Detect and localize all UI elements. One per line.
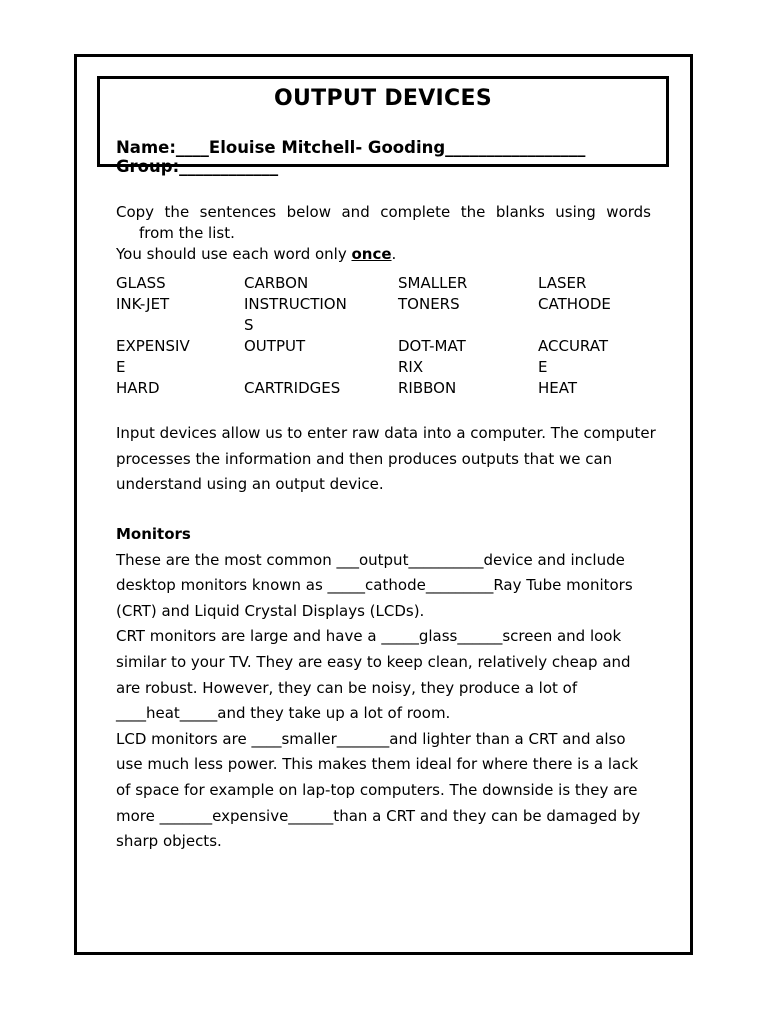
word: INSTRUCTIONS (244, 295, 347, 334)
word: CARTRIDGES (244, 379, 341, 397)
word: DOT-MATRIX (398, 337, 466, 376)
section-heading: Monitors (116, 525, 191, 543)
word-cell (398, 273, 538, 294)
word-list-row (116, 294, 651, 336)
instructions-line-3 (116, 244, 651, 265)
word: CARBON (244, 274, 309, 292)
instructions-line-1: Copy the sentences below and complete the blanks using words (116, 203, 651, 221)
word: INK-JET (116, 295, 170, 313)
name-field: Name:____Elouise Mitchell- Gooding_________________ (116, 138, 586, 157)
word: EXPENSIVE (116, 337, 190, 376)
word: CATHODE (538, 295, 611, 313)
word-cell (244, 378, 398, 399)
instructions-line-3-prefix: You should use each word only (116, 245, 352, 263)
word-list-row (116, 378, 651, 399)
word: ACCURATE (538, 337, 608, 376)
word-cell (398, 336, 538, 378)
word-cell (116, 336, 244, 378)
emphasis-once: once (351, 245, 392, 263)
word-list-row (116, 273, 651, 294)
word-cell (398, 294, 538, 336)
word-list-table (116, 273, 651, 399)
intro-paragraph: Input devices allow us to enter raw data into a computer. The computer processes the information and then produces outputs that we can understand using an output device. (116, 424, 656, 494)
word-cell (244, 273, 398, 294)
word-cell (538, 273, 651, 294)
group-field: Group:____________ (116, 157, 279, 176)
instructions-line-3-suffix: . (391, 245, 397, 263)
instructions-line-2: from the list. (139, 224, 235, 242)
instructions (116, 202, 651, 265)
monitors-paragraph-1: These are the most common ___output__________device and include desktop monitors known as _____cathode_________Ray Tube monitors (CRT) and Liquid Crystal Displays (LCDs). (116, 550, 633, 620)
word: LASER (538, 274, 587, 292)
word: HARD (116, 379, 160, 397)
word: RIBBON (398, 379, 457, 397)
word-cell (538, 294, 651, 336)
word: OUTPUT (244, 337, 306, 355)
word-cell (244, 336, 398, 378)
word-cell (538, 378, 651, 399)
monitors-section (116, 522, 656, 855)
word-cell (116, 273, 244, 294)
monitors-paragraph-2: CRT monitors are large and have a _____glass______screen and look similar to your TV. They are easy to keep clean, relatively cheap and are robust. However, they can be noisy, they produce a lot of ____heat_____and they take up a lot of room. (116, 627, 631, 723)
word: HEAT (538, 379, 578, 397)
word: TONERS (398, 295, 460, 313)
word: SMALLER (398, 274, 468, 292)
word-cell (244, 294, 398, 336)
monitors-paragraph-3: LCD monitors are ____smaller_______and lighter than a CRT and also use much less power. This makes them ideal for where there is a lack of space for example on lap-top computers. The downside is they are more _______expensive______than a CRT and they can be damaged by sharp objects. (116, 729, 641, 851)
word-list-row (116, 336, 651, 378)
word-cell (116, 294, 244, 336)
word-cell (398, 378, 538, 399)
word-cell (116, 378, 244, 399)
word: GLASS (116, 274, 166, 292)
page-title: OUTPUT DEVICES (274, 86, 492, 111)
word-cell (538, 336, 651, 378)
